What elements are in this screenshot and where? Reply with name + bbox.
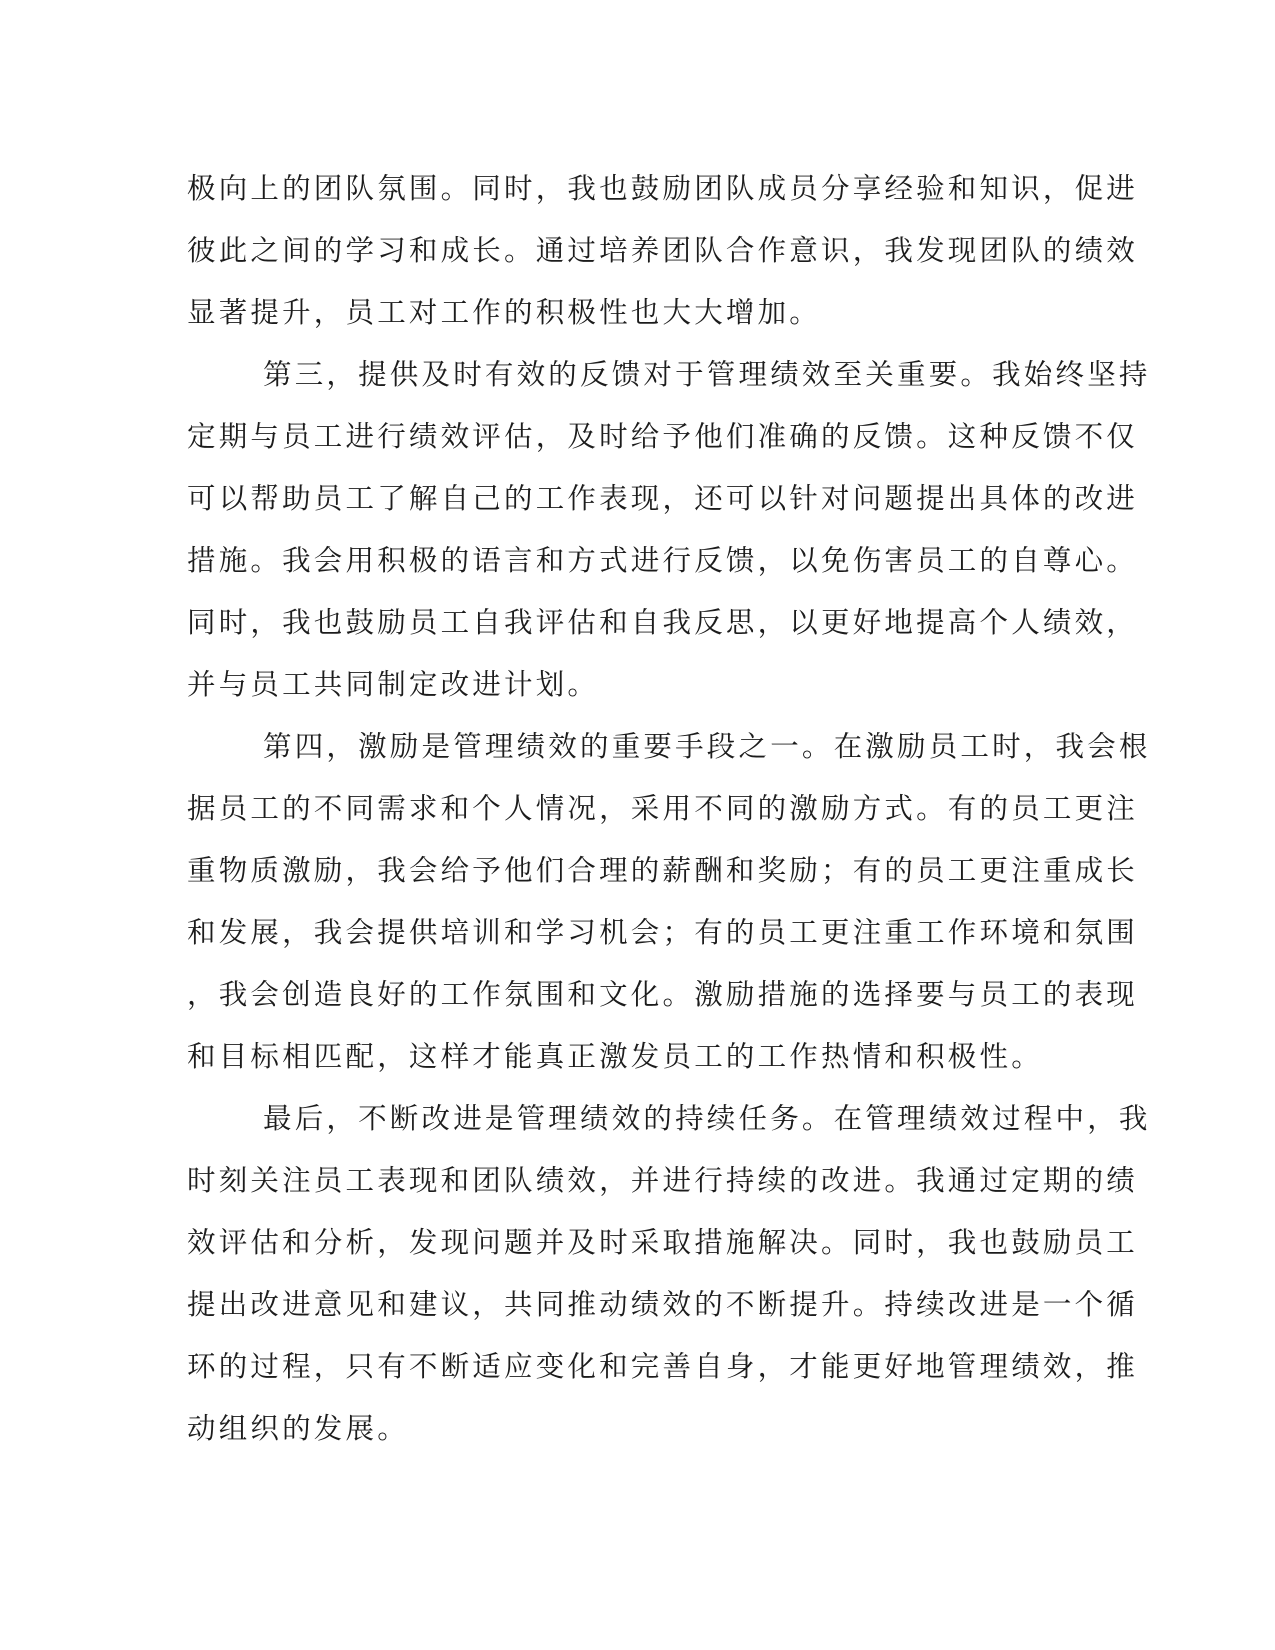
text-line: 环的过程，只有不断适应变化和完善自身，才能更好地管理绩效，推 [187,1350,1139,1383]
paragraph-start-line: 第四，激励是管理绩效的重要手段之一。在激励员工时，我会根 [263,730,1151,763]
text-line: 重物质激励，我会给予他们合理的薪酬和奖励；有的员工更注重成长 [187,854,1139,887]
text-line: 显著提升，员工对工作的积极性也大大增加。 [187,296,822,329]
paragraph-start-line: 最后，不断改进是管理绩效的持续任务。在管理绩效过程中，我 [263,1102,1151,1135]
text-line: 时刻关注员工表现和团队绩效，并进行持续的改进。我通过定期的绩 [187,1164,1139,1197]
text-line: 和发展，我会提供培训和学习机会；有的员工更注重工作环境和氛围 [187,916,1139,949]
text-line: 彼此之间的学习和成长。通过培养团队合作意识，我发现团队的绩效 [187,234,1139,267]
text-line: 同时，我也鼓励员工自我评估和自我反思，以更好地提高个人绩效， [187,606,1139,639]
body-text [187,158,1151,1460]
text-line: 并与员工共同制定改进计划。 [187,668,600,701]
text-line: 可以帮助员工了解自己的工作表现，还可以针对问题提出具体的改进 [187,482,1139,515]
text-line: 提出改进意见和建议，共同推动绩效的不断提升。持续改进是一个循 [187,1288,1139,1321]
text-line: 动组织的发展。 [187,1412,409,1445]
paragraph-start-line: 第三，提供及时有效的反馈对于管理绩效至关重要。我始终坚持 [263,358,1151,391]
text-line: 效评估和分析，发现问题并及时采取措施解决。同时，我也鼓励员工 [187,1226,1139,1259]
text-line: 措施。我会用积极的语言和方式进行反馈，以免伤害员工的自尊心。 [187,544,1139,577]
text-line: 极向上的团队氛围。同时，我也鼓励团队成员分享经验和知识，促进 [187,172,1139,205]
text-line: ，我会创造良好的工作氛围和文化。激励措施的选择要与员工的表现 [187,978,1139,1011]
text-line: 定期与员工进行绩效评估，及时给予他们准确的反馈。这种反馈不仅 [187,420,1139,453]
text-line: 和目标相匹配，这样才能真正激发员工的工作热情和积极性。 [187,1040,1043,1073]
text-line: 据员工的不同需求和个人情况，采用不同的激励方式。有的员工更注 [187,792,1139,825]
